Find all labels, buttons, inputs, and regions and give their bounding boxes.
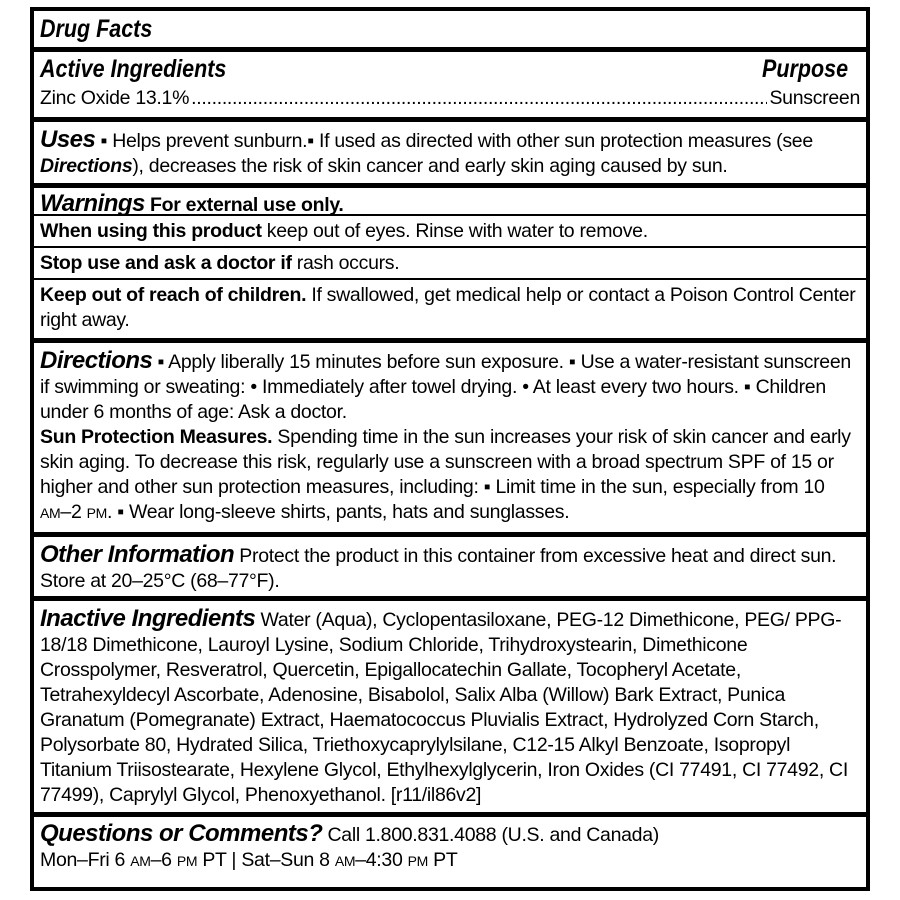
- keep-out-row: [34, 278, 866, 338]
- hours-am-2: AM: [334, 853, 356, 869]
- inactive-ingredients-heading: Inactive Ingredients: [40, 605, 256, 632]
- warnings-heading-row: [34, 183, 866, 217]
- pm-label: PM: [86, 505, 108, 521]
- purpose-heading: Purpose: [761, 55, 848, 83]
- drug-facts-title: Drug Facts: [40, 14, 153, 43]
- uses-section: [34, 117, 866, 183]
- stop-use-text: rash occurs.: [291, 252, 400, 274]
- uses-text-1: ▪ Helps prevent sunburn.▪ If used as directed with other sun protection measures (see: [95, 130, 813, 152]
- uses-heading: Uses: [40, 126, 96, 153]
- hours-pm-2: PM: [407, 853, 429, 869]
- hours-3: PT | Sat–Sun 8: [197, 849, 335, 871]
- questions-section: [34, 812, 866, 887]
- warnings-external-use: For external use only.: [150, 194, 344, 216]
- active-ingredient-row: [40, 86, 860, 111]
- leader-dots: [191, 86, 767, 111]
- directions-section: [34, 338, 866, 532]
- hours-2: –6: [150, 849, 177, 871]
- dash-two: –2: [60, 501, 87, 523]
- uses-directions-ref: Directions: [40, 155, 133, 177]
- directions-text: ▪ Apply liberally 15 minutes before sun exposure. ▪ Use a water-resistant sunscreen if swimming or sweating: • Immediately after towel drying. • At least every two hours. ▪ Children under 6 months of age: Ask a doctor.: [40, 351, 851, 423]
- other-information-section: [34, 532, 866, 596]
- drug-facts-header: [34, 11, 866, 47]
- hours-1: Mon–Fri 6: [40, 849, 131, 871]
- directions-heading: Directions: [40, 347, 153, 374]
- active-ingredients-section: [34, 47, 866, 117]
- keep-out-text: If swallowed, get medical help or contact a Poison Control Center right away.: [40, 284, 856, 331]
- inactive-ingredients-text: Water (Aqua), Cyclopentasiloxane, PEG-12 Dimethicone, PEG/ PPG-18/18 Dimethicone, Lauroyl Lysine, Sodium Chloride, Trihydroxystearin, Dimethicone Crosspolymer, Resveratrol, Quercetin, Epigallocatechin Gallate, Tocopheryl Acetate, Tetrahexyldecyl Ascorbate, Adenosine, Bisabolol, Salix Alba (Willow) Bark Extract, Punica Granatum (Pomegranate) Extract, Haematococcus Pluvialis Extract, Hydrolyzed Corn Starch, Polysorbate 80, Hydrated Silica, Triethoxycaprylylsilane, C12-15 Alkyl Benzoate, Isopropyl Titanium Triisostearate, Hexylene Glycol, Ethylhexylglycerin, Iron Oxides (CI 77491, CI 77492, CI 77499), Caprylyl Glycol, Phenoxyethanol. [r11/il86v2]: [40, 609, 848, 806]
- active-ingredients-heading: Active Ingredients: [40, 55, 227, 83]
- am-label: AM: [40, 505, 61, 521]
- other-information-heading: Other Information: [40, 541, 235, 568]
- hours-4: –4:30: [355, 849, 408, 871]
- uses-text-2: ), decreases the risk of skin cancer and early skin aging caused by sun.: [132, 155, 728, 177]
- active-ingredient-purpose: Sunscreen: [769, 87, 860, 109]
- questions-heading: Questions or Comments?: [40, 820, 323, 847]
- when-using-row: [34, 214, 866, 246]
- when-using-text: keep out of eyes. Rinse with water to remove.: [261, 220, 648, 242]
- hours-am-1: AM: [130, 853, 151, 869]
- sun-protection-text-1: Spending time in the sun increases your risk of skin cancer and early skin aging. To decrease this risk, regularly use a sunscreen with a broad spectrum SPF of 15 or higher and other sun protection measures, including: ▪ Limit time in the sun, especially from 10: [40, 426, 851, 498]
- sun-protection-label: Sun Protection Measures.: [40, 426, 273, 448]
- hours-5: PT: [428, 849, 458, 871]
- active-ingredient-name: Zinc Oxide 13.1%: [40, 87, 190, 109]
- stop-use-row: [34, 246, 866, 278]
- when-using-label: When using this product: [40, 220, 262, 242]
- drug-facts-label: [30, 7, 870, 891]
- inactive-ingredients-section: [34, 596, 866, 812]
- sun-protection-text-2: . ▪ Wear long-sleeve shirts, pants, hats and sunglasses.: [107, 501, 570, 523]
- warnings-heading: Warnings: [40, 190, 145, 217]
- stop-use-label: Stop use and ask a doctor if: [40, 252, 292, 274]
- other-information-text: Protect the product in this container from excessive heat and direct sun. Store at 20–25°C (68–77°F).: [40, 545, 837, 592]
- questions-phone: Call 1.800.831.4088 (U.S. and Canada): [322, 824, 659, 846]
- hours-pm-1: PM: [176, 853, 198, 869]
- keep-out-label: Keep out of reach of children.: [40, 284, 307, 306]
- active-ingredients-header-row: [40, 55, 860, 84]
